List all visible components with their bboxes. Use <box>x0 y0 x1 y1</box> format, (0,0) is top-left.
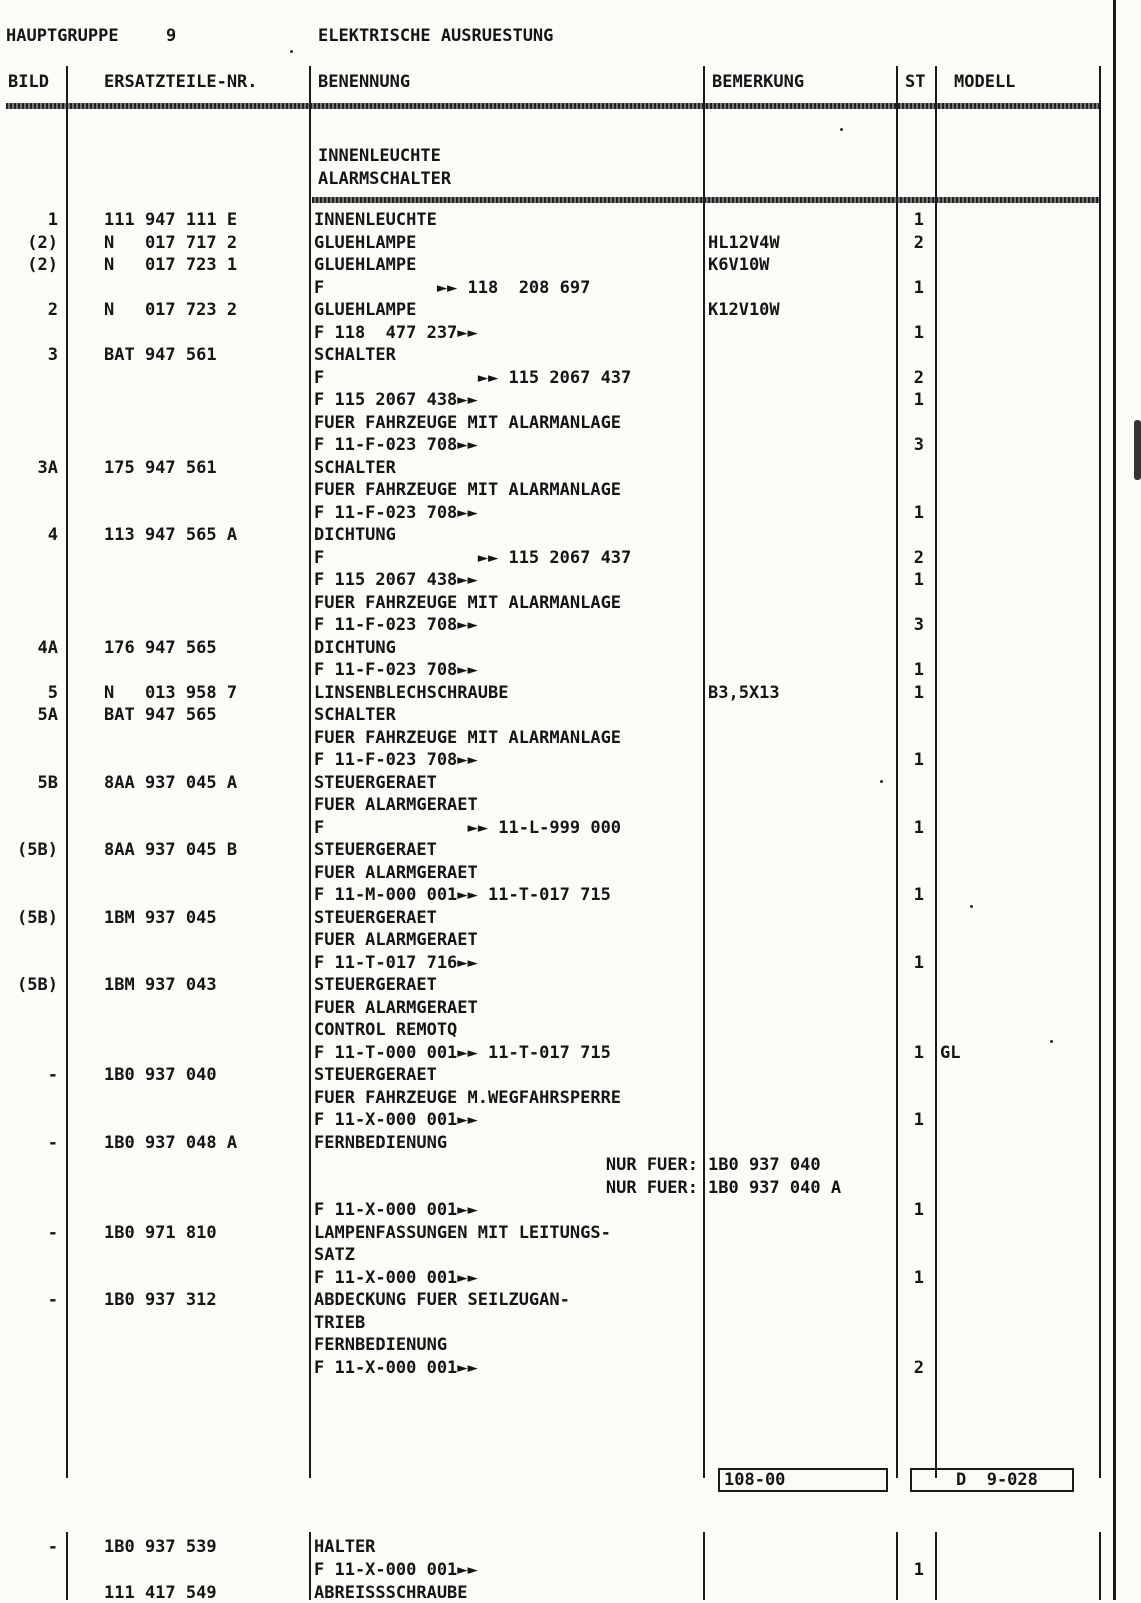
cell-benennung: GLUEHLAMPE <box>314 232 417 253</box>
cell-benennung: CONTROL REMOTQ <box>314 1020 458 1040</box>
cell-st: 1 <box>913 502 924 523</box>
cell-benennung: F 11-F-023 708►► <box>314 502 478 523</box>
cell-benennung: NUR FUER: <box>605 1177 698 1198</box>
group-title: ELEKTRISCHE AUSRUESTUNG <box>318 26 554 46</box>
cell-benennung: F 11-X-000 001►► <box>314 1110 478 1130</box>
cell-benennung: FUER ALARMGERAET <box>314 795 478 815</box>
cell-part-number: 175 947 561 <box>104 457 217 478</box>
cell-part-number: 1B0 937 312 <box>104 1290 217 1310</box>
cell-bild: 1 <box>47 210 58 230</box>
cell-st: 1 <box>913 1200 924 1220</box>
cell-st: 1 <box>913 885 924 905</box>
cell-part-number: 111 947 111 E <box>104 210 238 230</box>
cell-benennung: LINSENBLECHSCHRAUBE <box>314 682 509 703</box>
cell-benennung: FERNBEDIENUNG <box>314 1132 448 1153</box>
cell-part-number: 111 417 549 <box>104 1583 217 1603</box>
cell-bild: (2) <box>27 232 58 253</box>
page-code: D 9-028 <box>956 1470 1038 1490</box>
cell-benennung: DICHTUNG <box>314 637 396 658</box>
cell-benennung: F 11-M-000 001►► 11-T-017 715 <box>314 885 611 905</box>
cell-bild: (5B) <box>17 975 58 995</box>
cell-benennung: FUER ALARMGERAET <box>314 930 478 950</box>
date-code: 108-00 <box>724 1470 786 1490</box>
page-code-box <box>910 1468 1074 1492</box>
cell-st: 3 <box>913 615 924 635</box>
col-divider-benennung <box>703 66 705 1478</box>
scan-speck <box>970 905 973 908</box>
cell-benennung: FUER FAHRZEUGE MIT ALARMANLAGE <box>314 727 622 748</box>
cell-bemerkung: 1B0 937 040 A <box>708 1177 842 1198</box>
cell-benennung: F ►► 115 2067 437 <box>314 547 632 568</box>
cell-benennung: GLUEHLAMPE <box>314 300 417 320</box>
group-number: 9 <box>166 26 177 46</box>
cell-benennung: STEUERGERAET <box>314 772 437 793</box>
section-separator <box>312 197 1100 203</box>
cell-benennung: FUER FAHRZEUGE MIT ALARMANLAGE <box>314 480 622 500</box>
cell-bild: - <box>47 1065 58 1085</box>
scan-speck <box>840 128 843 131</box>
page-edge <box>1113 0 1116 1600</box>
cell-benennung: F 11-X-000 001►► <box>314 1357 478 1378</box>
col-header-benennung: BENENNUNG <box>318 72 411 92</box>
cell-st: 1 <box>913 817 924 838</box>
cell-benennung: STEUERGERAET <box>314 907 437 928</box>
cell-st: 1 <box>913 1042 924 1063</box>
cell-bild: 3 <box>47 345 58 365</box>
cell-part-number: 1B0 937 539 <box>104 1537 217 1557</box>
next-col-divider-benennung <box>703 1532 705 1600</box>
cell-benennung: FUER FAHRZEUGE MIT ALARMANLAGE <box>314 412 622 433</box>
cell-benennung: TRIEB <box>314 1312 366 1333</box>
cell-part-number: 1B0 971 810 <box>104 1222 217 1243</box>
cell-part-number: 113 947 565 A <box>104 525 238 545</box>
cell-st: 2 <box>913 1357 924 1378</box>
cell-benennung: DICHTUNG <box>314 525 396 545</box>
cell-benennung: F 11-F-023 708►► <box>314 435 478 455</box>
cell-benennung: F ►► 115 2067 437 <box>314 367 632 388</box>
cell-bemerkung: B3,5X13 <box>708 682 780 703</box>
cell-st: 1 <box>913 390 924 410</box>
cell-bemerkung: K12V10W <box>708 300 780 320</box>
cell-part-number: N 013 958 7 <box>104 682 238 703</box>
next-col-divider-nr <box>309 1532 311 1600</box>
cell-part-number: 1BM 937 045 <box>104 907 217 928</box>
cell-benennung: SCHALTER <box>314 345 396 365</box>
cell-st: 1 <box>913 322 924 343</box>
cell-benennung: SCHALTER <box>314 705 396 725</box>
date-code-box <box>718 1468 888 1492</box>
col-divider-st <box>935 66 937 1478</box>
cell-bild: - <box>47 1132 58 1153</box>
cell-bild: (5B) <box>17 840 58 860</box>
cell-bild: (5B) <box>17 907 58 928</box>
section-title-line1: INNENLEUCHTE <box>318 146 441 166</box>
cell-st: 1 <box>913 210 924 230</box>
cell-benennung: STEUERGERAET <box>314 840 437 860</box>
cell-bild: - <box>47 1222 58 1243</box>
col-header-st: ST <box>905 72 926 92</box>
cell-part-number: BAT 947 561 <box>104 345 217 365</box>
cell-benennung: SCHALTER <box>314 457 396 478</box>
cell-st: 2 <box>913 232 924 253</box>
cell-benennung: FUER ALARMGERAET <box>314 862 478 883</box>
cell-benennung: FUER ALARMGERAET <box>314 997 478 1018</box>
scan-speck <box>880 780 883 783</box>
col-divider-bild <box>66 66 68 1478</box>
cell-benennung: ABREISSSCHRAUBE <box>314 1583 468 1603</box>
cell-st: 1 <box>913 277 924 298</box>
cell-part-number: BAT 947 565 <box>104 705 217 725</box>
cell-st: 1 <box>913 750 924 770</box>
col-divider-nr <box>309 66 311 1478</box>
scan-speck <box>290 50 293 53</box>
cell-bild: (2) <box>27 255 58 275</box>
col-header-ersatzteile: ERSATZTEILE-NR. <box>104 72 258 92</box>
cell-bild: 2 <box>47 300 58 320</box>
cell-benennung: NUR FUER: <box>605 1155 698 1175</box>
cell-benennung: GLUEHLAMPE <box>314 255 417 275</box>
cell-benennung: ABDECKUNG FUER SEILZUGAN- <box>314 1290 570 1310</box>
cell-part-number: 8AA 937 045 A <box>104 772 238 793</box>
cell-bild: 4 <box>47 525 58 545</box>
cell-benennung: INNENLEUCHTE <box>314 210 437 230</box>
cell-st: 2 <box>913 547 924 568</box>
cell-bild: 3A <box>37 457 58 478</box>
cell-part-number: N 017 723 2 <box>104 300 238 320</box>
cell-benennung: F 118 477 237►► <box>314 322 478 343</box>
cell-benennung: F 11-T-017 716►► <box>314 952 478 973</box>
cell-benennung: F 11-X-000 001►► <box>314 1267 478 1288</box>
cell-part-number: 1BM 937 043 <box>104 975 217 995</box>
next-col-divider-bild <box>66 1532 68 1600</box>
next-col-divider-st <box>935 1532 937 1600</box>
cell-bild: - <box>47 1290 58 1310</box>
cell-benennung: F 11-X-000 001►► <box>314 1200 478 1220</box>
cell-bemerkung: 1B0 937 040 <box>708 1155 821 1175</box>
cell-part-number: 176 947 565 <box>104 637 217 658</box>
cell-st: 1 <box>913 1110 924 1130</box>
cell-benennung: STEUERGERAET <box>314 1065 437 1085</box>
cell-bild: 5B <box>37 772 58 793</box>
cell-st: 1 <box>913 660 924 680</box>
cell-bild: 5A <box>37 705 58 725</box>
cell-bild: 4A <box>37 637 58 658</box>
col-header-bild: BILD <box>8 72 49 92</box>
cell-st: 1 <box>913 952 924 973</box>
section-title-line2: ALARMSCHALTER <box>318 169 452 189</box>
table-right-border <box>1099 66 1101 1478</box>
cell-bemerkung: K6V10W <box>708 255 770 275</box>
cell-part-number: 1B0 937 048 A <box>104 1132 238 1153</box>
cell-benennung: SATZ <box>314 1245 355 1265</box>
cell-st: 1 <box>913 1267 924 1288</box>
cell-st: 3 <box>913 435 924 455</box>
cell-benennung: F ►► 11-L-999 000 <box>314 817 622 838</box>
next-table-right-border <box>1099 1532 1101 1600</box>
col-header-modell: MODELL <box>954 72 1016 92</box>
cell-benennung: F 115 2067 438►► <box>314 390 478 410</box>
cell-benennung: FERNBEDIENUNG <box>314 1335 448 1355</box>
cell-part-number: N 017 723 1 <box>104 255 238 275</box>
cell-st: 1 <box>913 1560 924 1580</box>
cell-bild: 5 <box>47 682 58 703</box>
cell-st: 1 <box>913 682 924 703</box>
cell-part-number: 8AA 937 045 B <box>104 840 238 860</box>
cell-benennung: LAMPENFASSUNGEN MIT LEITUNGS- <box>314 1222 611 1243</box>
cell-part-number: N 017 717 2 <box>104 232 238 253</box>
cell-modell: GL <box>940 1042 961 1063</box>
cell-benennung: F 11-X-000 001►► <box>314 1560 478 1580</box>
cell-benennung: F 11-F-023 708►► <box>314 615 478 635</box>
cell-benennung: F 11-F-023 708►► <box>314 750 478 770</box>
cell-bild: - <box>47 1537 58 1557</box>
cell-benennung: F 115 2067 438►► <box>314 570 478 590</box>
cell-benennung: FUER FAHRZEUGE M.WEGFAHRSPERRE <box>314 1087 622 1108</box>
scan-artifact <box>1134 420 1141 480</box>
group-label: HAUPTGRUPPE <box>6 26 119 46</box>
cell-benennung: F ►► 118 208 697 <box>314 277 591 298</box>
cell-st: 1 <box>913 570 924 590</box>
cell-benennung: F 11-F-023 708►► <box>314 660 478 680</box>
col-header-bemerkung: BEMERKUNG <box>712 72 805 92</box>
cell-part-number: 1B0 937 040 <box>104 1065 217 1085</box>
cell-benennung: F 11-T-000 001►► 11-T-017 715 <box>314 1042 611 1063</box>
cell-bemerkung: HL12V4W <box>708 232 780 253</box>
scan-speck <box>1050 1040 1053 1043</box>
cell-benennung: HALTER <box>314 1537 376 1557</box>
cell-st: 2 <box>913 367 924 388</box>
cell-benennung: STEUERGERAET <box>314 975 437 995</box>
cell-benennung: FUER FAHRZEUGE MIT ALARMANLAGE <box>314 592 622 613</box>
